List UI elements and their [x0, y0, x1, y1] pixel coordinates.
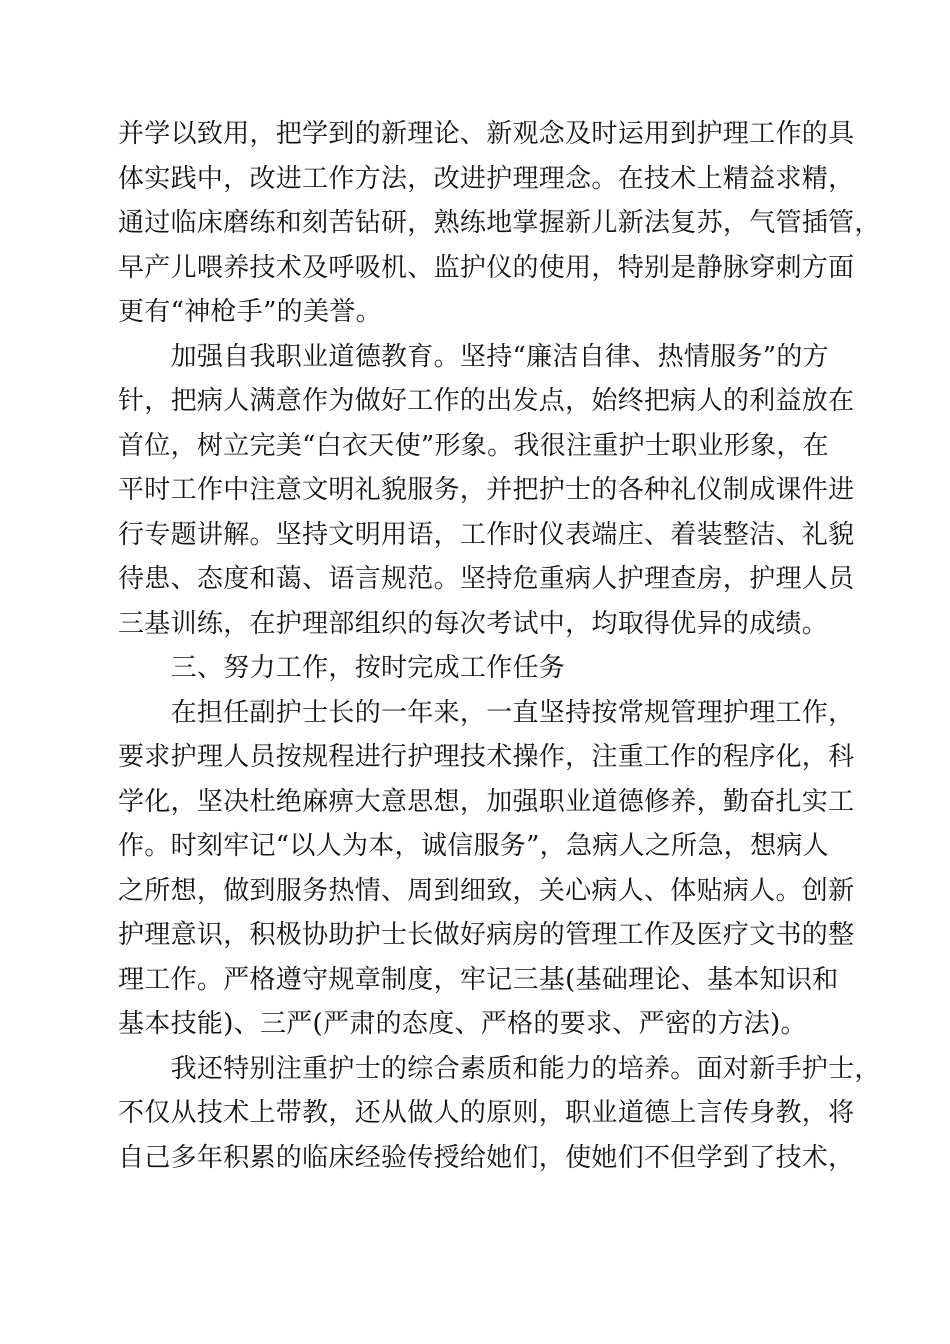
text-line: 自己多年积累的临床经验传授给她们，使她们不但学到了技术， — [118, 1142, 855, 1173]
paragraph-2 — [118, 335, 858, 647]
text-line: 三基训练，在护理部组织的每次考试中，均取得优异的成绩。 — [118, 608, 829, 639]
body-text — [118, 112, 881, 1180]
text-line: 更有“神枪手”的美誉。 — [118, 297, 382, 327]
paragraph-3 — [118, 691, 858, 1047]
text-line: 基本技能)、三严(严肃的态度、严格的要求、严密的方法)。 — [118, 1009, 807, 1039]
text-line: 理工作。严格遵守规章制度，牢记三基(基础理论、基本知识和 — [118, 964, 839, 995]
text-line: 体实践中，改进工作方法，改进护理理念。在技术上精益求精， — [118, 163, 855, 194]
text-line: 待患、态度和蔼、语言规范。坚持危重病人护理查房，护理人员 — [118, 564, 855, 594]
text-line: 我还特别注重护士的综合素质和能力的培养。面对新手护士， — [118, 1053, 881, 1084]
text-line: 作。时刻牢记“以人为本，诚信服务”，急病人之所急，想病人 — [118, 831, 829, 861]
text-line: 学化，坚决杜绝麻痹大意思想，加强职业道德修养，勤奋扎实工 — [118, 786, 855, 817]
text-line: 早产儿喂养技术及呼吸机、监护仪的使用，特别是静脉穿刺方面 — [118, 252, 855, 283]
text-line: 通过临床磨练和刻苦钻研，熟练地掌握新儿新法复苏，气管插管， — [118, 208, 881, 238]
text-line: 不仅从技术上带教，还从做人的原则，职业道德上言传身教，将 — [118, 1098, 855, 1128]
section-heading — [118, 646, 858, 691]
text-line: 要求护理人员按规程进行护理技术操作，注重工作的程序化，科 — [118, 742, 855, 772]
text-line: 在担任副护士长的一年来，一直坚持按常规管理护理工作， — [118, 697, 855, 728]
text-line: 首位，树立完美“白衣天使”形象。我很注重护士职业形象，在 — [118, 430, 829, 461]
text-line: 行专题讲解。坚持文明用语，工作时仪表端庄、着装整洁、礼貌 — [118, 519, 855, 550]
paragraph-4 — [118, 1047, 881, 1181]
text-line: 针，把病人满意作为做好工作的出发点，始终把病人的利益放在 — [118, 386, 855, 416]
text-line: 并学以致用，把学到的新理论、新观念及时运用到护理工作的具 — [118, 119, 855, 149]
text-line: 平时工作中注意文明礼貌服务，并把护士的各种礼仪制成课件进 — [118, 475, 855, 505]
text-line: 加强自我职业道德教育。坚持“廉洁自律、热情服务”的方 — [118, 341, 829, 372]
text-line: 之所想，做到服务热情、周到细致，关心病人、体贴病人。创新 — [118, 875, 855, 906]
paragraph-1 — [118, 112, 881, 335]
heading-line: 三、努力工作，按时完成工作任务 — [118, 653, 566, 683]
text-line: 护理意识，积极协助护士长做好病房的管理工作及医疗文书的整 — [118, 920, 855, 950]
